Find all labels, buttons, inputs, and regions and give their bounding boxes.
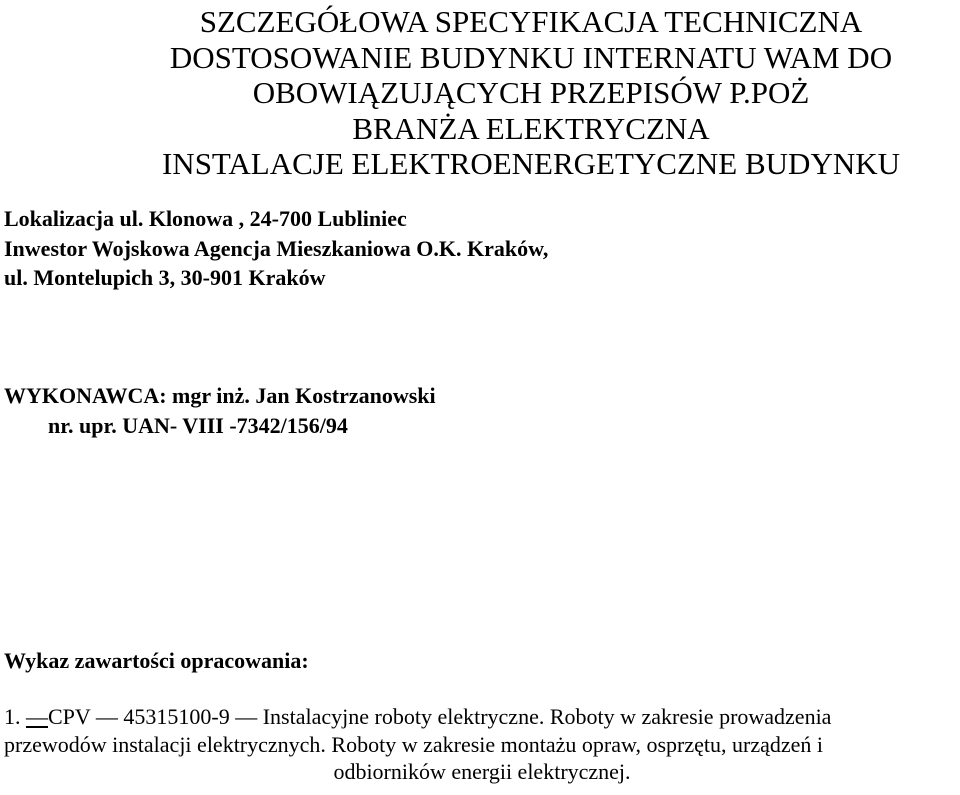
cpv-code: 45315100-9 (123, 704, 230, 729)
location-text: Lokalizacja ul. Klonowa , 24-700 Lubliniec (4, 206, 407, 231)
toc-item-text-1: Instalacyjne roboty elektryczne. Roboty w zakresie prowadzenia (262, 704, 832, 729)
title-line-1: SZCZEGÓŁOWA SPECYFIKACJA TECHNICZNA (199, 4, 863, 39)
toc-item-text-2: przewodów instalacji elektrycznych. Roboty w zakresie montażu opraw, osprzętu, urządzeń i (4, 731, 823, 757)
toc-heading: Wykaz zawartości opracowania: (4, 648, 309, 673)
toc-item-1-line-1: 1. —CPV — 45315100-9 — Instalacyjne roboty elektryczne. Roboty w zakresie prowadzenia (4, 704, 832, 729)
toc-item-1 (4, 703, 960, 786)
license-number: nr. upr. UAN- VIII -7342/156/94 (48, 413, 348, 438)
investor-line-1: Inwestor Wojskowa Agencja Mieszkaniowa O.K. Kraków, (4, 235, 549, 261)
project-info (4, 204, 548, 293)
title-line-5: INSTALACJE ELEKTROENERGETYCZNE BUDYNKU (161, 146, 900, 181)
cpv-text: CPV (48, 704, 91, 729)
title-line-2: DOSTOSOWANIE BUDYNKU INTERNATU WAM DO (169, 39, 893, 75)
cpv-label: — (26, 704, 48, 729)
title-line-4: BRANŻA ELEKTRYCZNA (352, 110, 710, 146)
toc-item-text-3: odbiorników energii elektrycznej. (333, 759, 631, 784)
contractor-name: WYKONAWCA: mgr inż. Jan Kostrzanowski (4, 383, 436, 408)
contractor-info (4, 381, 436, 441)
investor-line-2: ul. Montelupich 3, 30-901 Kraków (4, 265, 326, 290)
document-title (0, 4, 960, 182)
toc-item-number: 1. (4, 704, 21, 729)
title-line-3: OBOWIĄZUJĄCYCH PRZEPISÓW P.POŻ (252, 75, 810, 110)
